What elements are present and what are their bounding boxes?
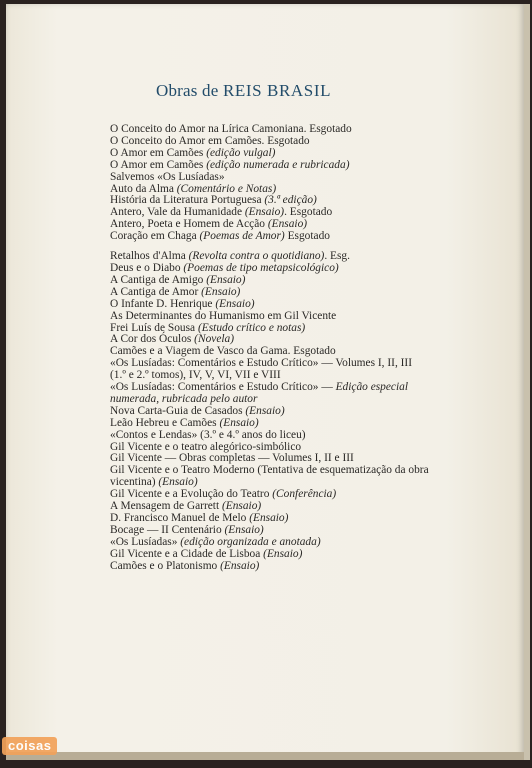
- work-title: «Contos e Lendas» (3.º e 4.º anos do liceu): [110, 428, 306, 441]
- work-title: Salvemos «Os Lusíadas»: [110, 170, 225, 183]
- work-note: (Ensaio): [220, 559, 260, 572]
- work-note: (Ensaio): [201, 285, 241, 298]
- work-title: Bocage — II Centenário: [110, 523, 225, 536]
- work-status: . Esgotado: [284, 206, 333, 219]
- work-title: O Amor em Camões: [110, 158, 207, 171]
- work-note: (Ensaio): [206, 273, 246, 286]
- watermark-logo: coisas: [2, 737, 57, 755]
- work-title: D. Francisco Manuel de Melo: [110, 512, 250, 524]
- work-note: (Novela): [194, 333, 235, 346]
- list-item: [110, 465, 430, 489]
- list-item: [110, 358, 430, 382]
- work-note: (edição organizada e anotada): [180, 535, 321, 548]
- work-status: . Esg.: [324, 250, 350, 263]
- work-note: (Comentário e Notas): [176, 182, 277, 195]
- work-title: Deus e o Diabo: [110, 261, 184, 274]
- work-title: O Amor em Camões: [110, 146, 207, 159]
- work-title: Gil Vicente e a Evolução do Teatro: [110, 488, 273, 501]
- work-title: Frei Luís de Sousa: [110, 321, 198, 334]
- works-list: [110, 124, 454, 573]
- list-item: [110, 231, 454, 243]
- work-title: «Os Lusíadas: Comentários e Estudo Crítico» — Volumes I, II, III (1.º e 2.º tomos), IV, V, VI, VII e VIII: [110, 357, 413, 382]
- work-note: (edição numerada e rubricada): [206, 158, 350, 171]
- work-title: Camões e o Platonismo: [110, 559, 221, 572]
- work-title: Nova Carta-Guia de Casados: [110, 404, 246, 417]
- work-note: (Ensaio): [244, 206, 285, 219]
- work-title: Retalhos d'Alma: [110, 250, 189, 263]
- work-title: Antero, Vale da Humanidade: [110, 206, 245, 219]
- work-note: (edição vulgal): [206, 146, 276, 159]
- work-title: Gil Vicente — Obras completas — Volumes I, II e III: [110, 452, 354, 465]
- work-title: O Conceito do Amor na Lírica Camoniana. Esgotado: [110, 123, 352, 135]
- work-title: História da Literatura Portuguesa: [110, 194, 265, 207]
- work-note: (Ensaio): [215, 297, 255, 310]
- work-title: O Infante D. Henrique: [110, 297, 216, 310]
- work-title: Gil Vicente e a Cidade de Lisboa: [110, 547, 264, 560]
- work-title: A Cantiga de Amigo: [110, 273, 207, 286]
- work-note: (Poemas de tipo metapsicológico): [183, 261, 339, 274]
- work-note: (Ensaio): [245, 404, 285, 417]
- work-note: (Poemas de Amor): [199, 230, 285, 243]
- work-note: (Conferência): [272, 488, 337, 501]
- list-item: [110, 561, 454, 573]
- work-title: Auto da Alma: [110, 182, 177, 195]
- work-title: A Cantiga de Amor: [110, 285, 202, 298]
- list-item: [110, 382, 430, 406]
- work-status: Esgotado: [284, 230, 330, 243]
- work-title: Gil Vicente e o teatro alegórico-simbólico: [110, 440, 302, 453]
- title-prefix: Obras de: [156, 81, 219, 100]
- work-note: (Ensaio): [267, 218, 308, 231]
- work-title: A Mensagem de Garrett: [110, 500, 222, 513]
- author-name: REIS BRASIL: [222, 81, 332, 100]
- work-note: (3.ª edição): [264, 194, 317, 207]
- work-note: (Revolta contra o quotidiano): [188, 250, 325, 263]
- work-title: Leão Hebreu e Camões: [110, 416, 220, 429]
- work-title: As Determinantes do Humanismo em Gil Vicente: [110, 309, 337, 322]
- work-title: Coração em Chaga: [110, 230, 200, 243]
- work-title: O Conceito do Amor em Camões. Esgotado: [110, 134, 310, 147]
- work-note: (Ensaio): [249, 512, 289, 524]
- work-note: (Ensaio): [221, 500, 262, 513]
- work-title: «Os Lusíadas: Comentários e Estudo Crítico» —: [110, 381, 336, 394]
- page-bottom-edge: [6, 752, 524, 760]
- work-note: (Estudo crítico e notas): [197, 321, 306, 334]
- work-title: Camões e a Viagem de Vasco da Gama. Esgotado: [110, 345, 336, 358]
- work-title: «Os Lusíadas»: [110, 535, 181, 548]
- work-note: (Ensaio): [219, 416, 259, 429]
- work-note: (Ensaio): [158, 476, 198, 489]
- work-note: Edição especial numerada, rubricada pelo autor: [110, 381, 409, 405]
- work-title: Gil Vicente e o Teatro Moderno (Tentativa de esquematização da obra vicentina): [110, 464, 429, 489]
- page-title: [156, 81, 454, 101]
- works-list-section: [110, 81, 454, 573]
- work-note: (Ensaio): [224, 523, 264, 536]
- work-note: (Ensaio): [263, 547, 303, 560]
- work-title: Antero, Poeta e Homem de Acção: [110, 218, 268, 231]
- work-title: A Cor dos Óculos: [110, 333, 195, 346]
- book-page: [6, 4, 530, 760]
